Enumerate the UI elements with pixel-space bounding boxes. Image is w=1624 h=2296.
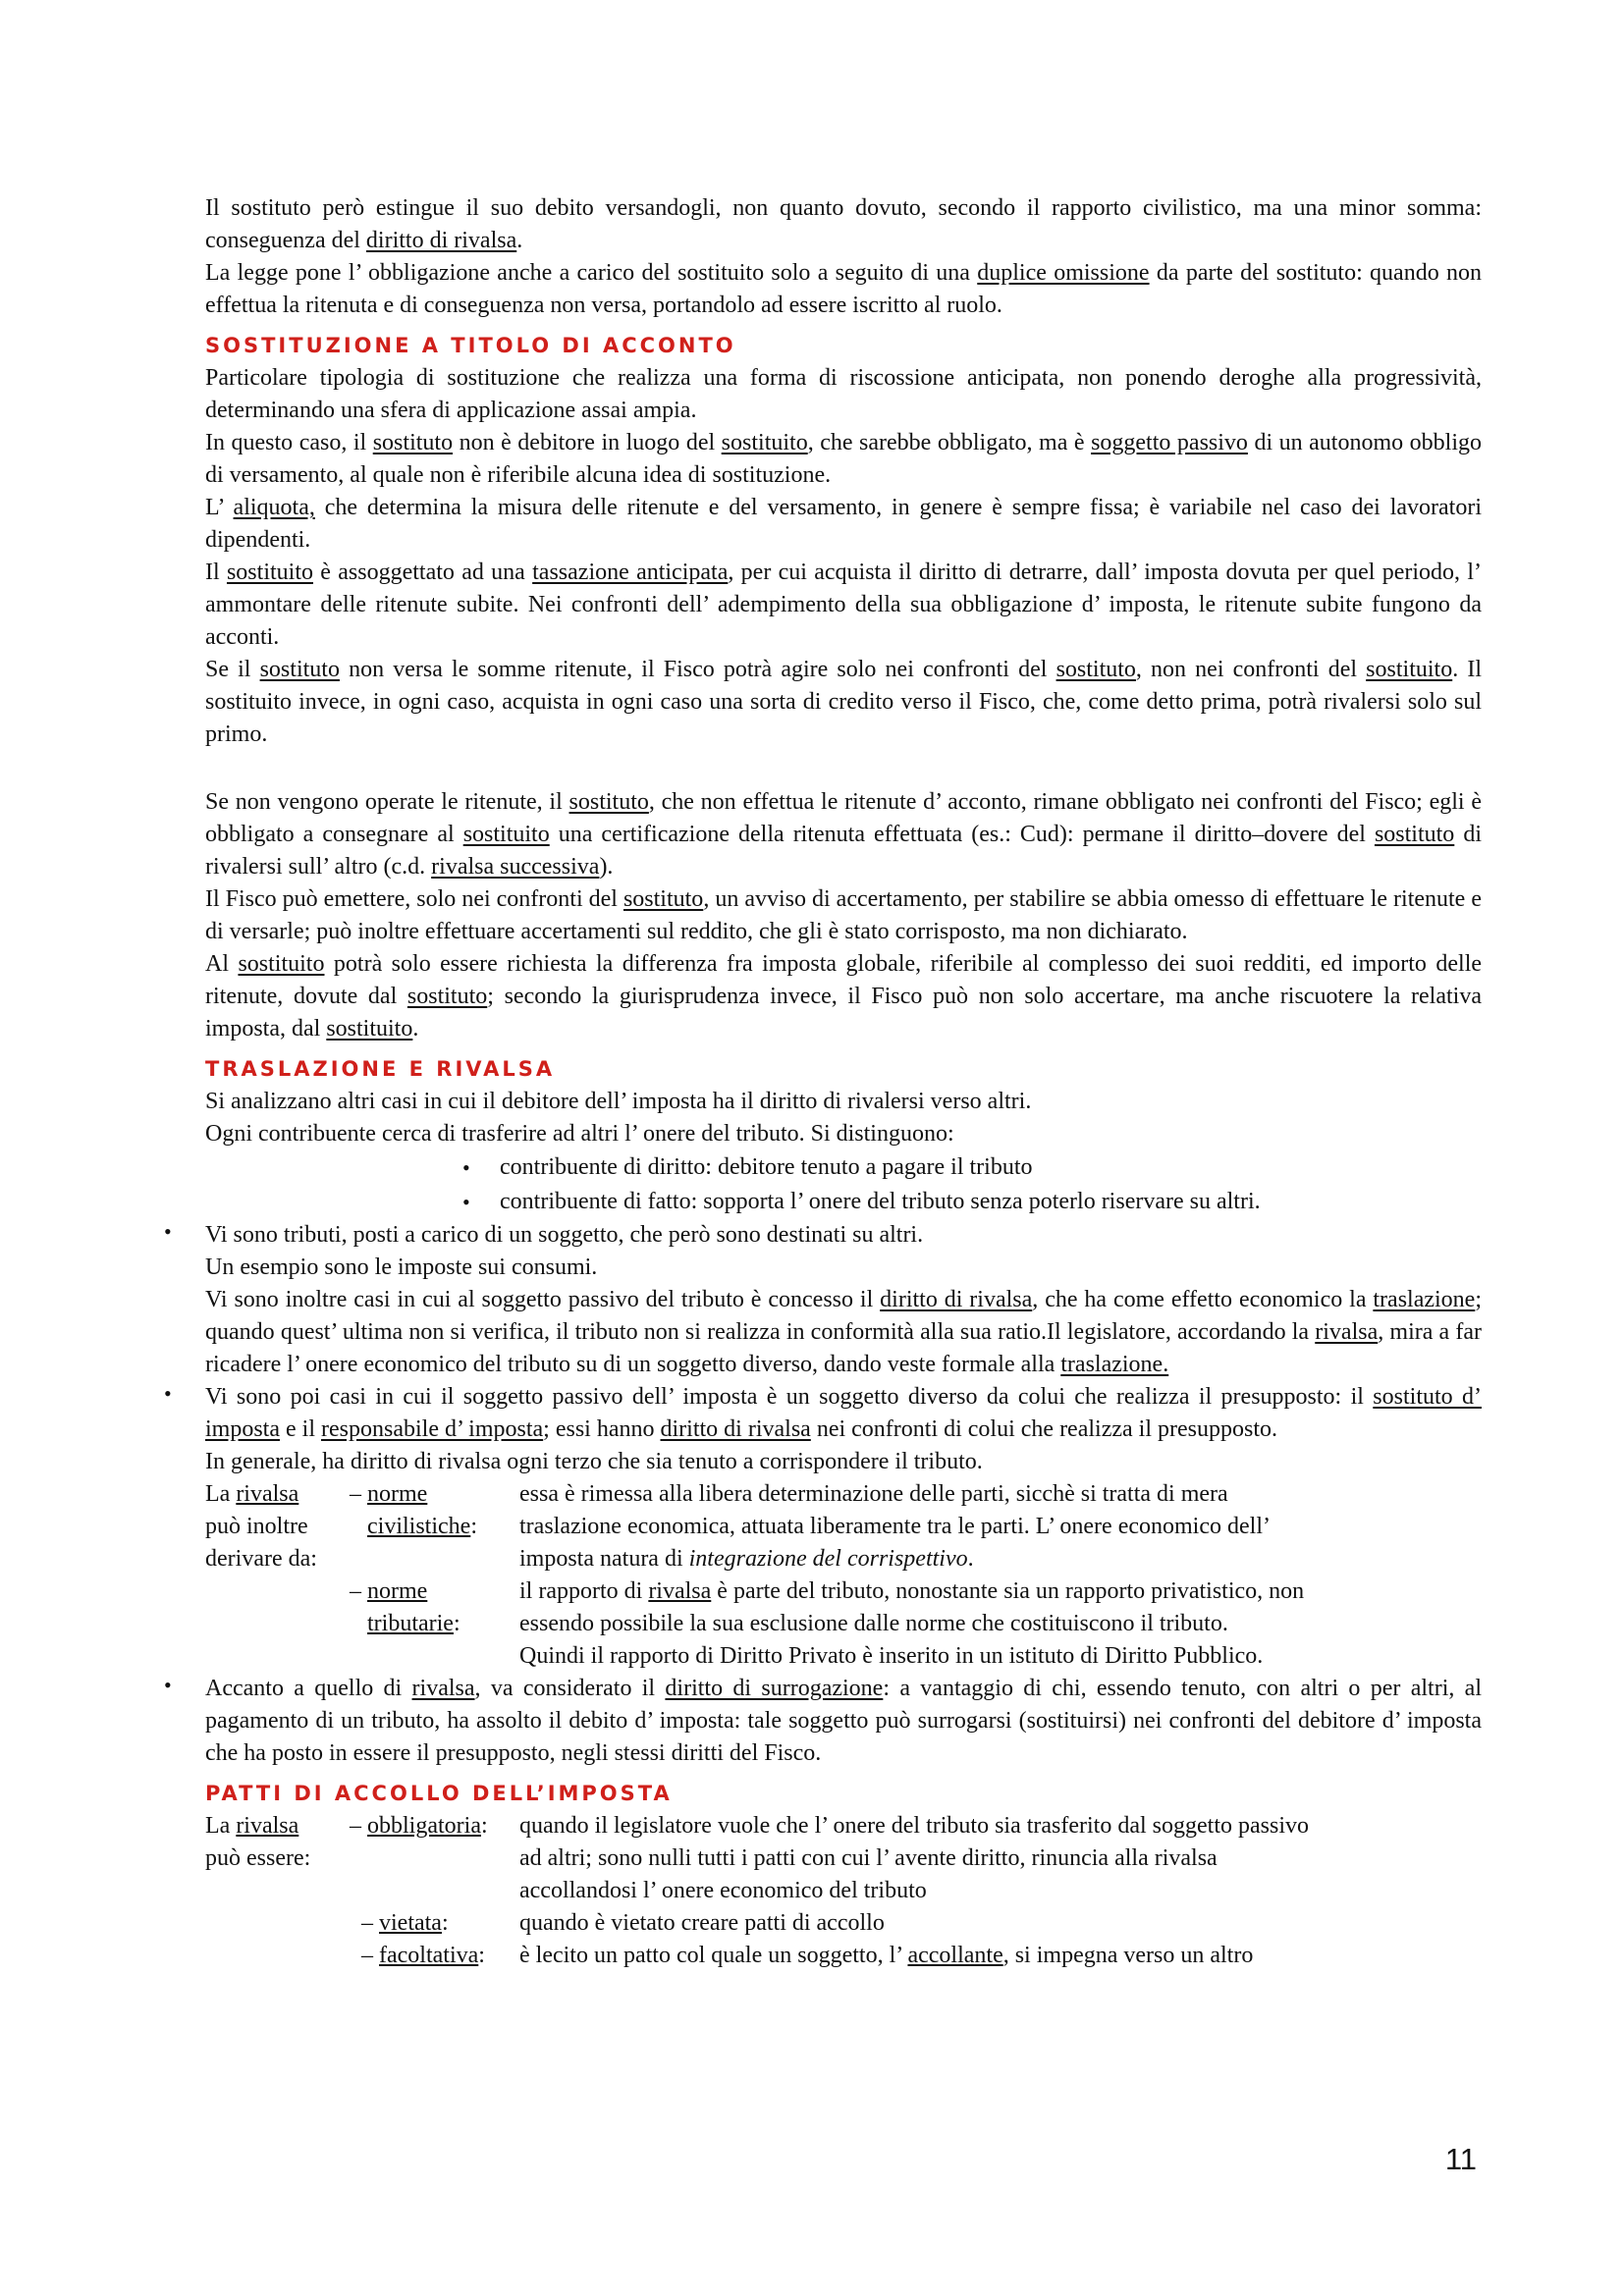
bullet-item: • Vi sono poi casi in cui il soggetto passivo dell’ imposta è un soggetto diverso da colui che realizza il presupposto: il sostituto d’ imposta e il responsabile d’ imposta; essi hanno diritto di rivalsa nei confronti di colui che realizza il presupposto. In generale, ha diritto di rivalsa ogni terzo che sia tenuto a corrispondere il tributo. La rivalsa – norme essa è rimessa alla libera determinazione delle parti, sicchè si tratta di mera può inoltre civilistiche: traslazione economica, attuata liberamente tra le parti. L’ onere economico dell’ derivare da: imposta natura di integrazione del corrispettivo. – norme il rapporto di rivalsa è parte del tributo, nonostante sia un rapporto privatistico, non tributarie: essendo possibile la sua esclusione dalle norme che costituiscono il tributo. Quindi il rapporto di Diritto Privato è inserito in un istituto di Diritto Pubblico. — [205, 1381, 1482, 1673]
paragraph: Il Fisco può emettere, solo nei confronti del sostituto, un avviso di accertamento, per stabilire se abbia omesso di effettuare le ritenute e di versarle; può inoltre effettuare accertamenti sul reddito, che gli è stato corrisposto, ma non dichiarato. — [205, 886, 1482, 944]
paragraph: La legge pone l’ obbligazione anche a carico del sostituito solo a seguito di una duplice omissione da parte del sostituto: quando non effettua la ritenuta e di conseguenza non versa, portandolo ad essere iscritto al ruolo. — [205, 260, 1483, 318]
bullet-icon: • — [164, 1381, 172, 1406]
bullet-icon: • — [164, 1673, 172, 1697]
sub-bullet: • contribuente di fatto: sopporta l’ onere del tributo senza poterlo riservare su altri. — [462, 1189, 1261, 1214]
sub-bullet: • contribuente di diritto: debitore tenuto a pagare il tributo — [462, 1154, 1033, 1180]
paragraph: Ogni contribuente cerca di trasferire ad altri l’ onere del tributo. Si distinguono: — [205, 1121, 954, 1147]
accollo-table: La rivalsa – obbligatoria: quando il legislatore vuole che l’ onere del tributo sia trasferito dal soggetto passivo può essere: ad altri; sono nulli tutti i patti con cui l’ avente diritto, rinuncia alla rivalsa accollandosi l’ onere economico del tributo – vietata: quando è vietato creare patti di accollo – facoltativa: è lecito un patto col quale un soggetto, l’ accollante, si impegna verso un altro — [205, 1813, 1309, 1968]
paragraph: Al sostituito potrà solo essere richiesta la differenza fra imposta globale, riferibile al complesso dei suoi redditi, ed importo delle ritenute, dovute dal sostituto; secondo la giurisprudenza invece, il Fisco può non solo accertare, ma anche riscuotere la relativa imposta, dal sostituito. — [205, 951, 1483, 1041]
section-heading: TRASLAZIONE E RIVALSA — [205, 1057, 556, 1081]
paragraph: In questo caso, il sostituto non è debitore in luogo del sostituito, che sarebbe obbligato, ma è soggetto passivo di un autonomo obbligo di versamento, al quale non è riferibile alcuna idea di sostituzione. — [205, 430, 1482, 488]
paragraph: Particolare tipologia di sostituzione che realizza una forma di riscossione anticipata, non ponendo deroghe alla progressività, determinando una sfera di applicazione assai ampia. — [205, 365, 1482, 423]
page-number: 11 — [1444, 2142, 1477, 2176]
paragraph: Il sostituito è assoggettato ad una tassazione anticipata, per cui acquista il diritto di detrarre, dall’ imposta dovuta per quel periodo, l’ ammontare delle ritenute subite. Nei confronti dell’ adempimento della sua obbligazione d’ imposta, le ritenute subite fungono da acconti. — [205, 560, 1482, 650]
paragraph: Si analizzano altri casi in cui il debitore dell’ imposta ha il diritto di rivalersi verso altri. — [205, 1089, 1032, 1114]
paragraph: Il sostituto però estingue il suo debito versandogli, non quanto dovuto, secondo il rapporto civilistico, ma una minor somma: conseguenza del diritto di rivalsa. — [205, 195, 1482, 253]
document-body — [164, 192, 1483, 1972]
paragraph: L’ aliquota, che determina la misura delle ritenute e del versamento, in genere è sempre fissa; è variabile nel caso dei lavoratori dipendenti. — [205, 495, 1483, 553]
paragraph: Se il sostituto non versa le somme ritenute, il Fisco potrà agire solo nei confronti del sostituto, non nei confronti del sostituito. Il sostituito invece, in ogni caso, acquista in ogni caso una sorta di credito verso il Fisco, che, come detto prima, potrà rivalersi solo sul primo. — [205, 657, 1482, 747]
bullet-icon: • — [164, 1219, 172, 1244]
rivalsa-table: La rivalsa – norme essa è rimessa alla libera determinazione delle parti, sicchè si tratta di mera può inoltre civilistiche: traslazione economica, attuata liberamente tra le parti. L’ onere economico dell’ derivare da: imposta natura di integrazione del corrispettivo. – norme il rapporto di rivalsa è parte del tributo, nonostante sia un rapporto privatistico, non tributarie: essendo possibile la sua esclusione dalle norme che costituiscono il tributo. Quindi il rapporto di Diritto Privato è inserito in un istituto di Diritto Pubblico. — [205, 1481, 1305, 1669]
section-heading: SOSTITUZIONE A TITOLO DI ACCONTO — [205, 334, 736, 357]
bullet-item: • Vi sono tributi, posti a carico di un soggetto, che però sono destinati su altri. Un esempio sono le imposte sui consumi. Vi sono inoltre casi in cui al soggetto passivo del tributo è concesso il diritto di rivalsa, che ha come effetto economico la traslazione; quando quest’ ultima non si verifica, il tributo non si realizza in conformità alla sua ratio.Il legislatore, accordando la rivalsa, mira a far ricadere l’ onere economico del tributo su di un soggetto diverso, dando veste formale alla traslazione. — [164, 1219, 1482, 1377]
paragraph: Se non vengono operate le ritenute, il sostituto, che non effettua le ritenute d’ acconto, rimane obbligato nei confronti del Fisco; egli è obbligato a consegnare al sostituito una certificazione della ritenuta effettuata (es.: Cud): permane il diritto–dovere del sostituto di rivalersi sull’ altro (c.d. rivalsa successiva). — [205, 789, 1483, 880]
bullet-item: • Accanto a quello di rivalsa, va considerato il diritto di surrogazione: a vantaggio di chi, essendo tenuto, con altri o per altri, al pagamento di un tributo, ha assolto il debito d’ imposta: tale soggetto può surrogarsi (sostituirsi) nei confronti del debitore d’ imposta che ha posto in essere il presupposto, negli stessi diritti del Fisco. — [164, 1673, 1482, 1766]
section-heading: PATTI DI ACCOLLO DELL’IMPOSTA — [205, 1782, 673, 1805]
